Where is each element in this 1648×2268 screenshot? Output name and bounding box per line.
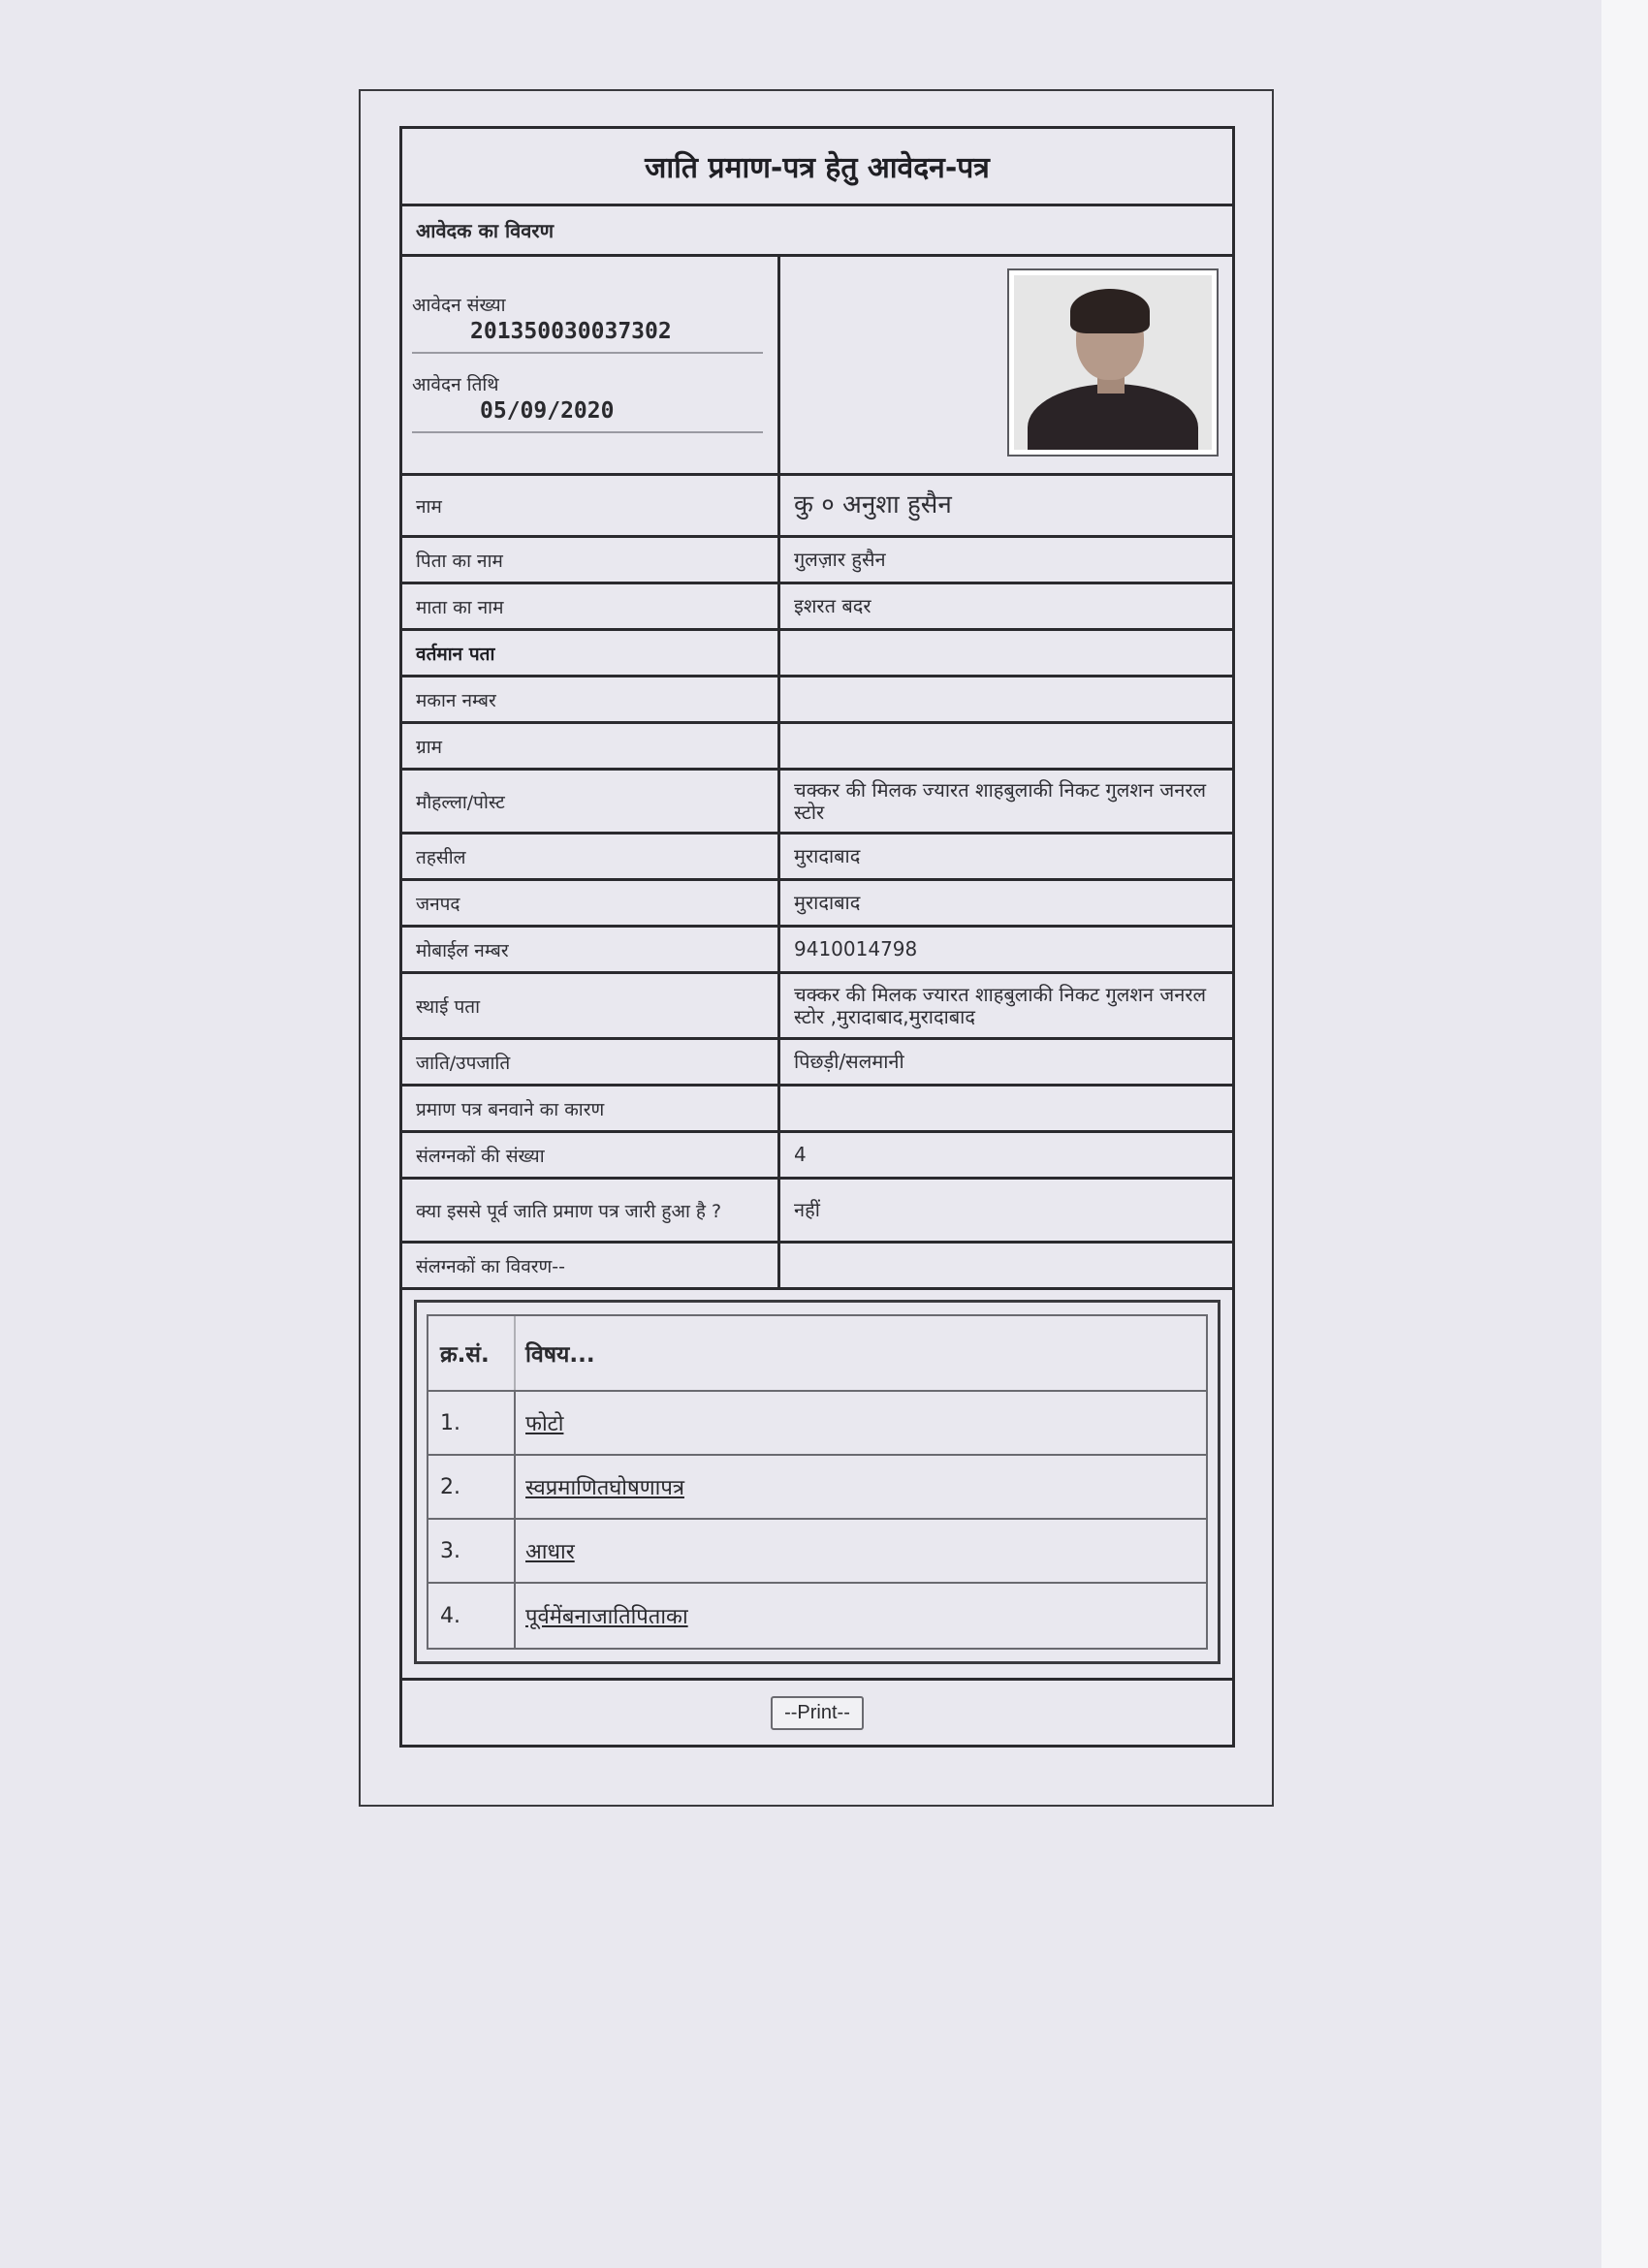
detail-row bbox=[402, 1244, 1232, 1290]
detail-value: मुरादाबाद bbox=[794, 891, 861, 914]
detail-value: 9410014798 bbox=[794, 937, 918, 961]
detail-label: स्थाई पता bbox=[402, 974, 780, 1037]
attachment-serial: 2. bbox=[428, 1456, 516, 1518]
detail-value bbox=[780, 1244, 1232, 1287]
detail-row bbox=[402, 538, 1232, 584]
detail-label: मौहल्ला/पोस्ट bbox=[402, 771, 780, 832]
photo-cell bbox=[780, 257, 1232, 473]
header-serial: क्र.सं. bbox=[428, 1316, 516, 1390]
attachment-row bbox=[428, 1456, 1206, 1520]
detail-row bbox=[402, 1180, 1232, 1244]
detail-row bbox=[402, 1040, 1232, 1087]
detail-row bbox=[402, 677, 1232, 724]
detail-value bbox=[780, 724, 1232, 768]
detail-label: जनपद bbox=[402, 881, 780, 925]
detail-label: तहसील bbox=[402, 835, 780, 878]
attachment-subject-cell bbox=[516, 1584, 1206, 1648]
detail-label: मोबाईल नम्बर bbox=[402, 928, 780, 971]
detail-value: चक्कर की मिलक ज्यारत शाहबुलाकी निकट गुलशन जनरल स्टोर ,मुरादाबाद,मुरादाबाद bbox=[794, 982, 1207, 1028]
detail-label: पिता का नाम bbox=[402, 538, 780, 582]
detail-row bbox=[402, 835, 1232, 881]
attachment-subject-cell bbox=[516, 1392, 1206, 1454]
detail-value: पिछड़ी/सलमानी bbox=[794, 1050, 904, 1073]
detail-label: संलग्नकों का विवरण-- bbox=[402, 1244, 780, 1287]
detail-label: वर्तमान पता bbox=[402, 631, 780, 675]
detail-row bbox=[402, 881, 1232, 928]
attachment-link[interactable]: आधार bbox=[525, 1540, 575, 1564]
detail-label: ग्राम bbox=[402, 724, 780, 768]
attachment-row bbox=[428, 1584, 1206, 1648]
attachment-serial: 1. bbox=[428, 1392, 516, 1454]
page-edge bbox=[1601, 0, 1648, 2268]
detail-label: माता का नाम bbox=[402, 584, 780, 628]
application-info-block bbox=[402, 257, 1232, 476]
detail-row bbox=[402, 476, 1232, 538]
detail-row bbox=[402, 1133, 1232, 1180]
application-date: 05/09/2020 bbox=[412, 398, 763, 433]
attachment-serial: 3. bbox=[428, 1520, 516, 1582]
attachment-row bbox=[428, 1392, 1206, 1456]
detail-label: क्या इससे पूर्व जाति प्रमाण पत्र जारी हुआ है ? bbox=[402, 1180, 780, 1241]
details-table bbox=[402, 476, 1232, 1290]
attachment-link[interactable]: पूर्वमेंबनाजातिपिताका bbox=[525, 1605, 688, 1629]
attachment-subject-cell bbox=[516, 1520, 1206, 1582]
detail-value: गुलज़ार हुसैन bbox=[794, 548, 886, 571]
detail-value bbox=[780, 631, 1232, 675]
detail-label: संलग्नकों की संख्या bbox=[402, 1133, 780, 1177]
attachments-section bbox=[402, 1290, 1232, 1681]
form-title: जाति प्रमाण-पत्र हेतु आवेदन-पत्र bbox=[402, 129, 1232, 206]
detail-value bbox=[780, 677, 1232, 721]
attachment-serial: 4. bbox=[428, 1584, 516, 1648]
detail-row bbox=[402, 928, 1232, 974]
detail-label: नाम bbox=[402, 476, 780, 535]
application-info bbox=[402, 257, 780, 473]
application-number-label: आवेदन संख्या bbox=[412, 295, 506, 316]
detail-row bbox=[402, 724, 1232, 771]
header-subject: विषय... bbox=[525, 1342, 595, 1368]
detail-value: 4 bbox=[794, 1143, 807, 1166]
attachment-subject-cell bbox=[516, 1456, 1206, 1518]
detail-row bbox=[402, 584, 1232, 631]
detail-value: इशरत बदर bbox=[794, 594, 872, 617]
attachment-link[interactable]: स्वप्रमाणितघोषणापत्र bbox=[525, 1476, 684, 1500]
caste-certificate-application-form bbox=[399, 126, 1235, 1748]
application-date-label: आवेदन तिथि bbox=[412, 374, 499, 395]
detail-label: मकान नम्बर bbox=[402, 677, 780, 721]
section-heading: आवेदक का विवरण bbox=[402, 206, 1232, 257]
application-number: 201350030037302 bbox=[412, 319, 763, 354]
detail-label: जाति/उपजाति bbox=[402, 1040, 780, 1084]
attachment-link[interactable]: फोटो bbox=[525, 1412, 564, 1436]
detail-value bbox=[780, 1087, 1232, 1130]
detail-row bbox=[402, 771, 1232, 835]
print-row bbox=[402, 1681, 1232, 1745]
detail-value: नहीं bbox=[794, 1198, 820, 1221]
attachments-header bbox=[428, 1316, 1206, 1392]
detail-value: कु ० अनुशा हुसैन bbox=[794, 489, 952, 520]
attachments-table bbox=[427, 1314, 1208, 1650]
detail-value: मुरादाबाद bbox=[794, 844, 861, 867]
attachment-row bbox=[428, 1520, 1206, 1584]
print-button[interactable]: --Print-- bbox=[771, 1696, 864, 1730]
detail-row bbox=[402, 974, 1232, 1040]
detail-row bbox=[402, 631, 1232, 677]
detail-value: चक्कर की मिलक ज्यारत शाहबुलाकी निकट गुलशन जनरल स्टोर bbox=[794, 777, 1207, 824]
applicant-photo bbox=[1007, 268, 1219, 457]
detail-label: प्रमाण पत्र बनवाने का कारण bbox=[402, 1087, 780, 1130]
detail-row bbox=[402, 1087, 1232, 1133]
